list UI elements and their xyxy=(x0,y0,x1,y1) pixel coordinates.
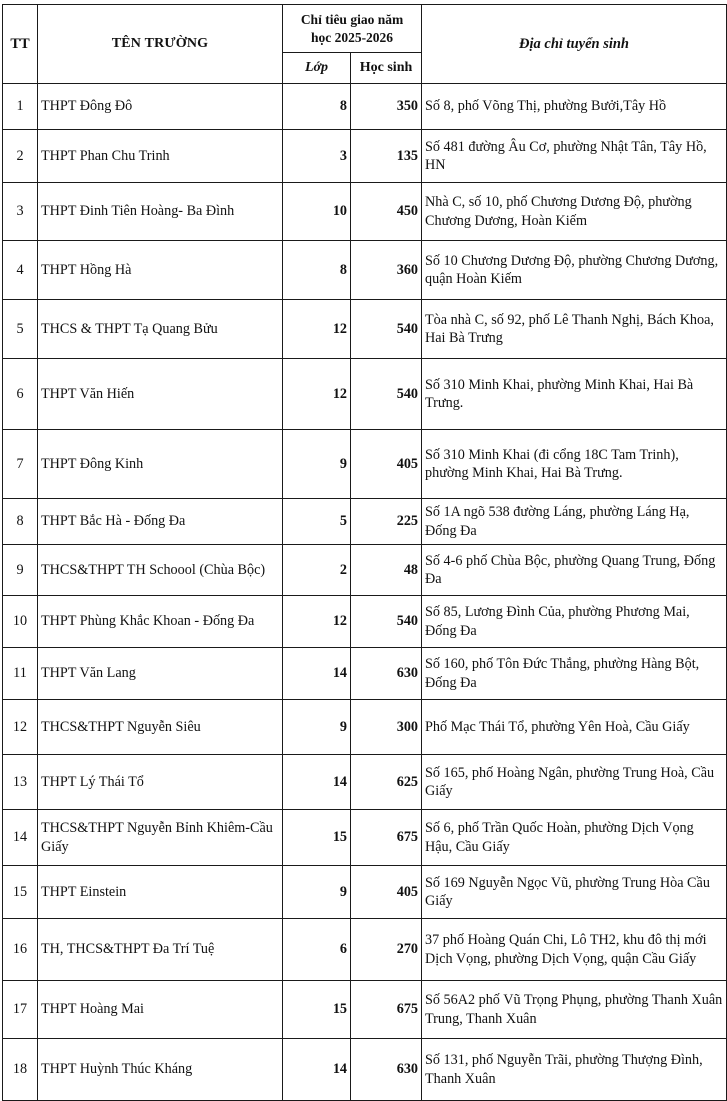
table-row xyxy=(3,648,727,700)
class-count: 12 xyxy=(283,359,351,430)
class-count: 6 xyxy=(283,919,351,981)
class-count: 15 xyxy=(283,810,351,866)
school-name: THPT Lý Thái Tổ xyxy=(38,755,283,810)
header-students: Học sinh xyxy=(351,53,422,84)
table-row xyxy=(3,866,727,919)
table-row xyxy=(3,596,727,648)
header-quota-line2: học 2025-2026 xyxy=(310,29,394,45)
school-name: THPT Phùng Khắc Khoan - Đống Đa xyxy=(38,596,283,648)
admission-address: Tòa nhà C, số 92, phố Lê Thanh Nghị, Bách Khoa, Hai Bà Trưng xyxy=(422,300,727,359)
school-name: THPT Đông Đô xyxy=(38,84,283,130)
table-row xyxy=(3,300,727,359)
admission-address: Nhà C, số 10, phố Chương Dương Độ, phường Chương Dương, Hoàn Kiếm xyxy=(422,183,727,241)
school-name: THCS&THPT TH Schoool (Chùa Bộc) xyxy=(38,545,283,596)
class-count: 12 xyxy=(283,596,351,648)
school-name: TH, THCS&THPT Đa Trí Tuệ xyxy=(38,919,283,981)
student-count: 135 xyxy=(351,130,422,183)
table-row xyxy=(3,499,727,545)
school-name: THPT Bắc Hà - Đống Đa xyxy=(38,499,283,545)
admission-address: 37 phố Hoàng Quán Chi, Lô TH2, khu đô thị mới Dịch Vọng, phường Dịch Vọng, quận Cầu Giấy xyxy=(422,919,727,981)
school-name: THPT Hồng Hà xyxy=(38,241,283,300)
row-number: 2 xyxy=(3,130,38,183)
school-name: THPT Einstein xyxy=(38,866,283,919)
student-count: 675 xyxy=(351,810,422,866)
admissions-table xyxy=(2,4,727,1101)
student-count: 540 xyxy=(351,596,422,648)
student-count: 540 xyxy=(351,359,422,430)
admission-address: Số 85, Lương Đình Của, phường Phương Mai, Đống Đa xyxy=(422,596,727,648)
table-row xyxy=(3,700,727,755)
student-count: 675 xyxy=(351,981,422,1039)
class-count: 8 xyxy=(283,241,351,300)
school-name: THPT Văn Hiến xyxy=(38,359,283,430)
row-number: 9 xyxy=(3,545,38,596)
row-number: 1 xyxy=(3,84,38,130)
table-row xyxy=(3,430,727,499)
admission-address: Số 56A2 phố Vũ Trọng Phụng, phường Thanh Xuân Trung, Thanh Xuân xyxy=(422,981,727,1039)
student-count: 540 xyxy=(351,300,422,359)
class-count: 10 xyxy=(283,183,351,241)
school-name: THCS & THPT Tạ Quang Bửu xyxy=(38,300,283,359)
row-number: 12 xyxy=(3,700,38,755)
class-count: 8 xyxy=(283,84,351,130)
row-number: 5 xyxy=(3,300,38,359)
school-name: THCS&THPT Nguyễn Siêu xyxy=(38,700,283,755)
admission-address: Số 165, phố Hoàng Ngân, phường Trung Hoà, Cầu Giấy xyxy=(422,755,727,810)
header-classes: Lớp xyxy=(283,53,351,84)
student-count: 48 xyxy=(351,545,422,596)
row-number: 8 xyxy=(3,499,38,545)
class-count: 9 xyxy=(283,430,351,499)
student-count: 630 xyxy=(351,1039,422,1101)
row-number: 13 xyxy=(3,755,38,810)
admission-address: Phố Mạc Thái Tổ, phường Yên Hoà, Cầu Giấy xyxy=(422,700,727,755)
admission-address: Số 131, phố Nguyễn Trãi, phường Thượng Đình, Thanh Xuân xyxy=(422,1039,727,1101)
class-count: 5 xyxy=(283,499,351,545)
student-count: 405 xyxy=(351,866,422,919)
admission-address: Số 169 Nguyễn Ngọc Vũ, phường Trung Hòa Cầu Giấy xyxy=(422,866,727,919)
row-number: 6 xyxy=(3,359,38,430)
table-row xyxy=(3,545,727,596)
header-quota-line1: Chỉ tiêu giao năm xyxy=(300,11,404,27)
student-count: 450 xyxy=(351,183,422,241)
header-school-name: TÊN TRƯỜNG xyxy=(38,5,283,84)
school-name: THPT Văn Lang xyxy=(38,648,283,700)
row-number: 11 xyxy=(3,648,38,700)
row-number: 10 xyxy=(3,596,38,648)
admission-address: Số 10 Chương Dương Độ, phường Chương Dương, quận Hoàn Kiếm xyxy=(422,241,727,300)
admission-address: Số 310 Minh Khai (đi cổng 18C Tam Trinh), phường Minh Khai, Hai Bà Trưng. xyxy=(422,430,727,499)
admission-address: Số 8, phố Võng Thị, phường Bưởi,Tây Hồ xyxy=(422,84,727,130)
row-number: 3 xyxy=(3,183,38,241)
row-number: 17 xyxy=(3,981,38,1039)
admission-address: Số 160, phố Tôn Đức Thắng, phường Hàng Bột, Đống Đa xyxy=(422,648,727,700)
row-number: 14 xyxy=(3,810,38,866)
class-count: 9 xyxy=(283,700,351,755)
header-tt: TT xyxy=(3,5,38,84)
student-count: 270 xyxy=(351,919,422,981)
table-row xyxy=(3,241,727,300)
class-count: 14 xyxy=(283,755,351,810)
student-count: 350 xyxy=(351,84,422,130)
header-quota xyxy=(283,5,422,53)
table-row xyxy=(3,1039,727,1101)
row-number: 18 xyxy=(3,1039,38,1101)
class-count: 12 xyxy=(283,300,351,359)
table-row xyxy=(3,183,727,241)
table-row xyxy=(3,130,727,183)
school-name: THPT Phan Chu Trinh xyxy=(38,130,283,183)
school-name: THPT Huỳnh Thúc Kháng xyxy=(38,1039,283,1101)
admission-address: Số 481 đường Âu Cơ, phường Nhật Tân, Tây Hồ, HN xyxy=(422,130,727,183)
school-name: THCS&THPT Nguyễn Bỉnh Khiêm-Cầu Giấy xyxy=(38,810,283,866)
class-count: 15 xyxy=(283,981,351,1039)
table-body xyxy=(3,84,727,1101)
school-name: THPT Đông Kinh xyxy=(38,430,283,499)
table-row xyxy=(3,981,727,1039)
student-count: 405 xyxy=(351,430,422,499)
class-count: 3 xyxy=(283,130,351,183)
admission-address: Số 1A ngõ 538 đường Láng, phường Láng Hạ, Đống Đa xyxy=(422,499,727,545)
table-row xyxy=(3,810,727,866)
school-name: THPT Đinh Tiên Hoàng- Ba Đình xyxy=(38,183,283,241)
table-row xyxy=(3,84,727,130)
student-count: 625 xyxy=(351,755,422,810)
row-number: 7 xyxy=(3,430,38,499)
student-count: 360 xyxy=(351,241,422,300)
table-row xyxy=(3,919,727,981)
row-number: 16 xyxy=(3,919,38,981)
student-count: 300 xyxy=(351,700,422,755)
school-name: THPT Hoàng Mai xyxy=(38,981,283,1039)
class-count: 14 xyxy=(283,1039,351,1101)
class-count: 14 xyxy=(283,648,351,700)
student-count: 225 xyxy=(351,499,422,545)
row-number: 4 xyxy=(3,241,38,300)
header-address: Địa chỉ tuyển sinh xyxy=(422,5,727,84)
class-count: 9 xyxy=(283,866,351,919)
admission-address: Số 4-6 phố Chùa Bộc, phường Quang Trung, Đống Đa xyxy=(422,545,727,596)
row-number: 15 xyxy=(3,866,38,919)
admission-address: Số 6, phố Trần Quốc Hoàn, phường Dịch Vọng Hậu, Cầu Giấy xyxy=(422,810,727,866)
table-row xyxy=(3,359,727,430)
table-row xyxy=(3,755,727,810)
class-count: 2 xyxy=(283,545,351,596)
admission-address: Số 310 Minh Khai, phường Minh Khai, Hai Bà Trưng. xyxy=(422,359,727,430)
student-count: 630 xyxy=(351,648,422,700)
